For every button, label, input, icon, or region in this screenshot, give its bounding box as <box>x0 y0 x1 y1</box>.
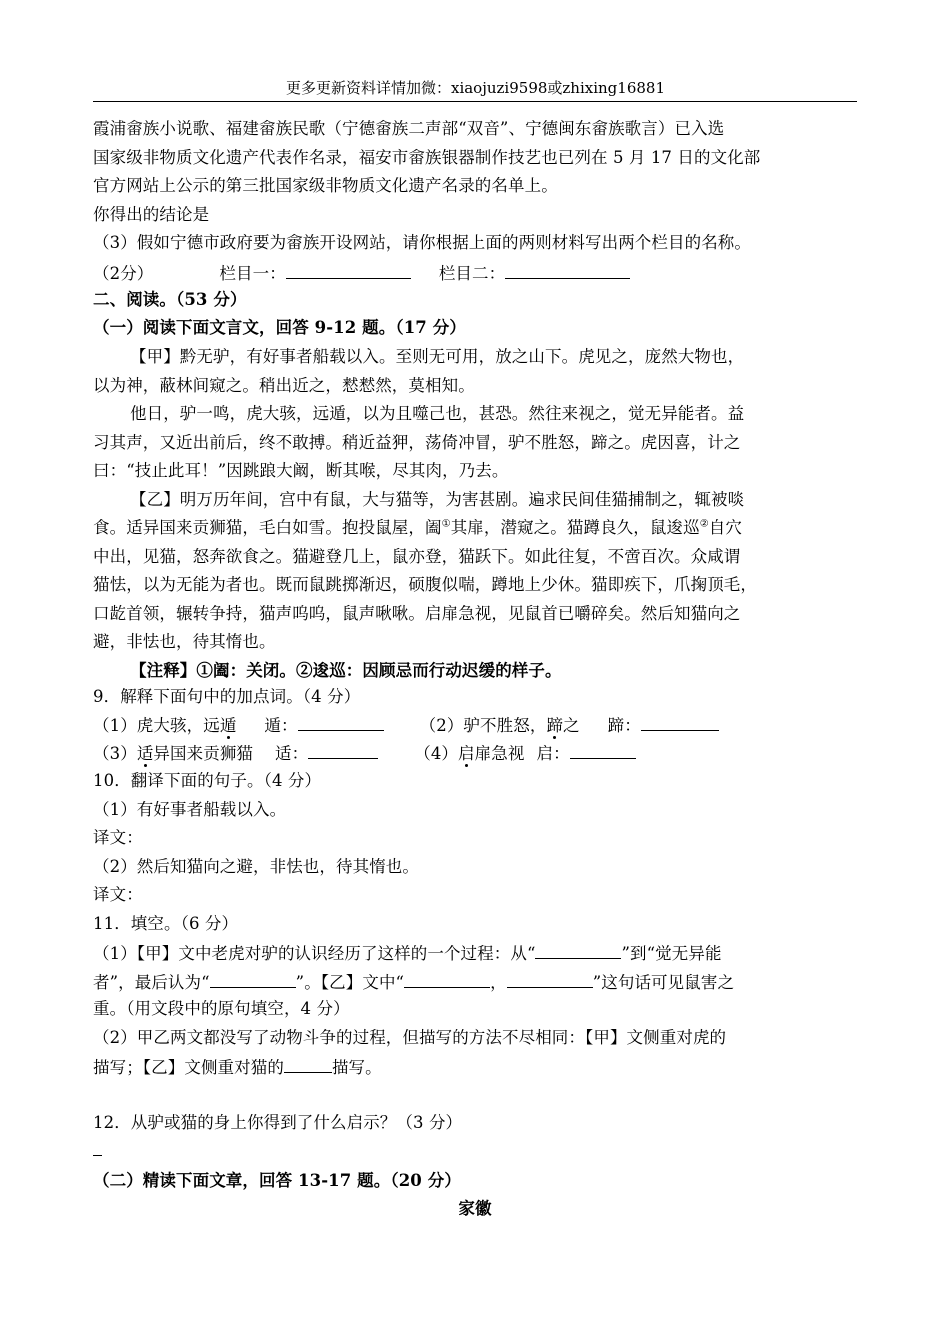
header-divider <box>93 101 857 102</box>
q9-item-3-text: 异国来贡狮猫 <box>153 744 254 763</box>
jia-paragraph-2-line-3: 曰：“技止此耳！”因跳踉大阚，断其喉，尽其肉，乃去。 <box>93 461 509 480</box>
q11-line-2-comma: ， <box>490 973 507 992</box>
yi-line-6: 避，非怯也，待其惰也。 <box>93 632 276 651</box>
jia-paragraph-1-line-2: 以为神，蔽林间窥之。稍出近之，慭慭然，莫相知。 <box>93 376 475 395</box>
yi-line-2-part-c: 自穴 <box>708 518 742 537</box>
intro-line-1: 霞浦畲族小说歌、福建畲族民歌（宁德畲族二声部“双音”、宁德闽东畲族歌言）已入选 <box>93 119 725 138</box>
q11-blank-4[interactable] <box>507 970 593 988</box>
q9-item-2-text: （2）驴不胜怒， <box>419 716 547 735</box>
yi-line-2-part-b: 其扉，潜窥之。猫蹲良久，鼠逡巡 <box>450 518 700 537</box>
q11-line-2-text: 者”，最后认为“ <box>93 973 210 992</box>
q9-item-4-label: 启： <box>536 744 570 763</box>
intro-line-2: 国家级非物质文化遗产代表作名录，福安市畲族银器制作技艺也已列在 5 月 17 日的文化部 <box>93 148 761 167</box>
question-11-line-3: 重。（用文段中的原句填空，4 分） <box>93 999 350 1018</box>
annotation-note: 【注释】①阖：关闭。②逡巡：因顾忌而行动迟缓的样子。 <box>130 661 562 680</box>
question-9-title: 9．解释下面句中的加点词。（4 分） <box>93 687 361 706</box>
q9-item-2-blank[interactable] <box>641 713 719 731</box>
q9-item-2-text-tail: 之 <box>563 716 580 735</box>
question-3: （3）假如宁德市政府要为畲族开设网站，请你根据上面的两则材料写出两个栏目的名称。 <box>93 233 751 252</box>
q9-item-4-prefix: （4） <box>414 744 459 763</box>
question-10-title: 10．翻译下面的句子。（4 分） <box>93 771 322 790</box>
q9-item-3-dotted-word: 适 <box>136 744 154 763</box>
q11-line-1-tail: ”到“觉无异能 <box>621 944 722 963</box>
q9-item-2-dotted-word: 蹄 <box>546 716 564 735</box>
question-12: 12．从驴或猫的身上你得到了什么启示？（3 分） <box>93 1113 463 1132</box>
part-1-heading: （一）阅读下面文言文，回答 9-12 题。（17 分） <box>93 318 466 337</box>
q3-score: （2分） <box>93 264 154 283</box>
question-9-row-2 <box>93 741 636 765</box>
answer-line-stub <box>93 1155 102 1156</box>
column-one-label: 栏目一： <box>219 264 286 283</box>
footnote-1-marker: ① <box>441 518 451 530</box>
column-two-blank[interactable] <box>505 261 630 279</box>
q11-blank-1[interactable] <box>535 941 621 959</box>
section-2-heading: 二、阅读。（53 分） <box>93 290 247 309</box>
q9-item-3-prefix: （3） <box>93 744 137 763</box>
yi-line-4: 猫怯，以为无能为者也。既而鼠跳掷渐迟，硕腹似喘，蹲地上少休。猫即疾下，爪掬顶毛， <box>93 575 757 594</box>
page-header: 更多更新资料详情加微：xiaojuzi9598或zhixing16881 <box>285 79 665 97</box>
q11-line-2-mid: ”。【乙】文中“ <box>295 973 405 992</box>
yi-line-2 <box>93 517 742 539</box>
question-11-line-4: （2）甲乙两文都没写了动物斗争的过程，但描写的方法不尽相同：【甲】文侧重对虎的 <box>93 1028 727 1047</box>
question-10-sentence-1: （1）有好事者船载以入。 <box>93 800 287 819</box>
q9-item-3-blank[interactable] <box>308 741 378 759</box>
yi-line-2-part-a: 食。适异国来贡狮猫，毛白如雪。抱投鼠屋，阖 <box>93 518 442 537</box>
q9-item-1-label: 遁： <box>264 716 298 735</box>
yi-line-1: 【乙】明万历年间，宫中有鼠，大与猫等，为害甚剧。遍求民间佳猫捕制之，辄被啖 <box>130 490 745 509</box>
question-11-line-5 <box>93 1055 382 1079</box>
q9-item-3-label: 适： <box>275 744 309 763</box>
intro-conclusion-prompt: 你得出的结论是 <box>93 205 210 224</box>
part-2-heading: （二）精读下面文章，回答 13-17 题。（20 分） <box>93 1171 461 1190</box>
jia-paragraph-2-line-2: 习其声，又近出前后，终不敢搏。稍近益狎，荡倚冲冒，驴不胜怒，蹄之。虎因喜，计之 <box>93 433 741 452</box>
q11-blank-5[interactable] <box>284 1055 332 1073</box>
q9-item-1-blank[interactable] <box>298 713 384 731</box>
q11-line-5-tail: 描写。 <box>331 1058 382 1077</box>
jia-paragraph-1-line-1: 【甲】黔无驴，有好事者船载以入。至则无可用，放之山下。虎见之，庞然大物也， <box>130 347 745 366</box>
question-11-title: 11．填空。（6 分） <box>93 914 239 933</box>
q9-item-4-text: 扉急视 <box>474 744 525 763</box>
q11-line-1-text: （1）【甲】文中老虎对驴的认识经历了这样的一个过程：从“ <box>93 944 536 963</box>
article-title: 家徽 <box>458 1199 492 1218</box>
yi-line-3: 中出，见猫，怒奔欲食之。猫避登几上，鼠亦登，猫跃下。如此往复，不啻百次。众咸谓 <box>93 547 741 566</box>
q11-blank-2[interactable] <box>210 970 296 988</box>
question-9-row-1 <box>93 713 719 737</box>
q9-item-4-blank[interactable] <box>570 741 636 759</box>
question-11-line-2 <box>93 970 734 994</box>
footnote-2-marker: ② <box>699 518 709 530</box>
question-11-line-1 <box>93 941 722 965</box>
q11-line-5-text: 描写；【乙】文侧重对猫的 <box>93 1058 284 1077</box>
q9-item-1-dotted-word: 遁 <box>219 716 237 735</box>
column-one-blank[interactable] <box>286 261 411 279</box>
question-3-columns <box>93 261 630 285</box>
intro-line-3: 官方网站上公示的第三批国家级非物质文化遗产名录的名单上。 <box>93 176 558 195</box>
yi-line-5: 口龁首领，辗转争持，猫声呜呜，鼠声啾啾。启扉急视，见鼠首已嚼碎矣。然后知猫向之 <box>93 604 741 623</box>
question-10-sentence-2: （2）然后知猫向之避，非怯也，待其惰也。 <box>93 857 419 876</box>
jia-paragraph-2-line-1: 他日，驴一鸣，虎大骇，远遁，以为且噬己也，甚恐。然往来视之，觉无异能者。益 <box>130 404 745 423</box>
q9-item-1-text: （1）虎大骇，远 <box>93 716 220 735</box>
q11-line-2-tail: ”这句话可见鼠害之 <box>592 973 735 992</box>
q11-blank-3[interactable] <box>404 970 490 988</box>
q9-item-4-dotted-word: 启 <box>458 744 475 763</box>
question-10-translation-2-label: 译文： <box>93 885 143 904</box>
column-two-label: 栏目二： <box>438 264 506 283</box>
q9-item-2-label: 蹄： <box>607 716 641 735</box>
question-10-translation-1-label: 译文： <box>93 828 143 847</box>
